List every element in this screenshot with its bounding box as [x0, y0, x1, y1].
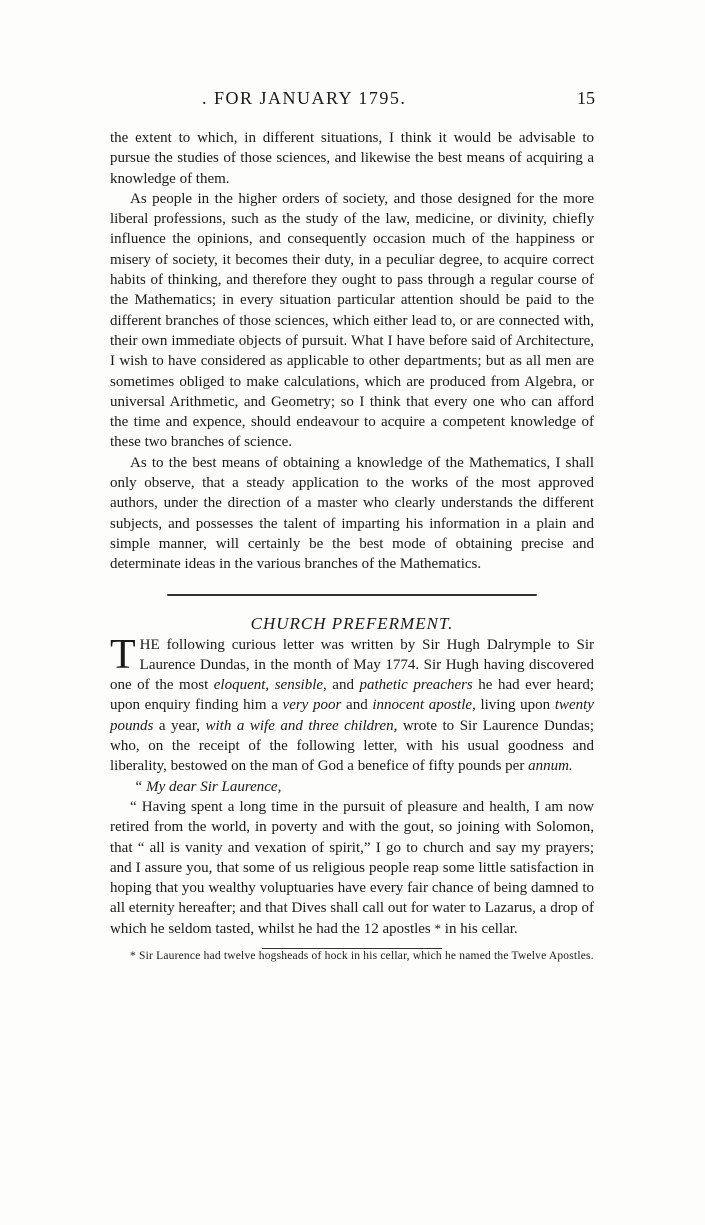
lead-emphasis: pathetic preachers [359, 677, 473, 694]
letter-paragraph [110, 797, 594, 939]
letter-text: “ Having spent a long time in the pursuit of pleasure and health, I am now retired from the world, in poverty and with the gout, so joining with Solomon, that “ all is vanity and vexation of spirit,” I go to church and say my prayers; and I assure you, that some of us religious people reap some little satisfaction in hoping that you wealthy voluptuaries have every fair chance of being damned to all eternity hereafter; and that Dives shall call out for water to Lazarus, a drop of which he seldom tasted, whilst he had the 12 apostles [110, 798, 594, 937]
footnote-marker: * [130, 949, 136, 962]
footnote [110, 949, 594, 964]
article-lead-paragraph [110, 631, 595, 777]
paragraph-continued: the extent to which, in different situations, I think it would be advisable to pursue the studies of those sciences, and likewise the best means of acquiring a knowledge of them. [110, 130, 594, 187]
letter-salutation: “ My dear Sir Laurence, [134, 778, 282, 795]
drop-cap: T [110, 631, 136, 678]
lead-text: living upon [475, 697, 555, 714]
lead-text: wrote to Sir Laurence Dundas; who, on the receipt of the following letter, with his usual goodness and liberality, bestowed on the man of God a benefice of fifty pounds per [110, 717, 595, 775]
lead-text: and [341, 697, 373, 714]
text-body [110, 128, 594, 964]
footnote-text: Sir Laurence had twelve hogsheads of hock in his cellar, which he named the Twelve Apostles. [135, 949, 594, 962]
section-divider [167, 594, 537, 596]
letter-text: in his cellar. [441, 920, 518, 937]
paragraph-professions: As people in the higher orders of society, and those designed for the more liberal professions, such as the study of the law, medicine, or divinity, chiefly influence the opinions, and consequently occasion much of the happiness or misery of society, it becomes their duty, in a peculiar degree, to acquire correct habits of thinking, and therefore they ought to pass through a regular course of the Mathematics; in every situation particular attention should be paid to the different branches of those sciences, which either lead to, or are connected with, their own immediate objects of pursuit. What I have before said of Architecture, I wish to have considered as applicable to other departments; but as all men are sometimes obliged to make calculations, which are produced from Algebra, or universal Arithmetic, and Geometry; so I think that every one who can afford the time and expence, should endeavour to acquire a competent knowledge of these two branches of science. [110, 190, 594, 451]
running-head [110, 88, 595, 114]
article-heading: CHURCH PREFERMENT. [250, 613, 454, 633]
lead-text: HE following curious letter was written by Sir Hugh Dalrymple to Sir Laurence Dundas, in the month of May 1774. Sir Hugh having discovered one of the most [110, 636, 594, 694]
lead-emphasis: eloquent, sensible, [213, 677, 327, 694]
lead-text: and [326, 677, 360, 694]
lead-text: a year, [153, 717, 206, 734]
lead-emphasis: with a wife and three children, [205, 717, 398, 734]
page-number: 15 [577, 88, 595, 108]
lead-emphasis: annum. [528, 758, 573, 775]
lead-emphasis: twenty pounds [110, 697, 594, 734]
lead-emphasis: innocent apostle, [372, 697, 476, 714]
lead-emphasis: very poor [282, 697, 342, 714]
lead-text: he had ever heard; upon enquiry finding him a [110, 677, 594, 714]
paragraph-best-means: As to the best means of obtaining a knowledge of the Mathematics, I shall only observe, that a steady application to the works of the most approved authors, under the direction of a master who clearly understands the different subjects, and possesses the talent of imparting his information in a plain and simple manner, will certainly be the best mode of obtaining precise and determinate ideas in the various branches of the Mathematics. [110, 454, 594, 573]
running-title: . FOR JANUARY 1795. [202, 88, 407, 108]
footnote-reference: * [434, 920, 442, 936]
